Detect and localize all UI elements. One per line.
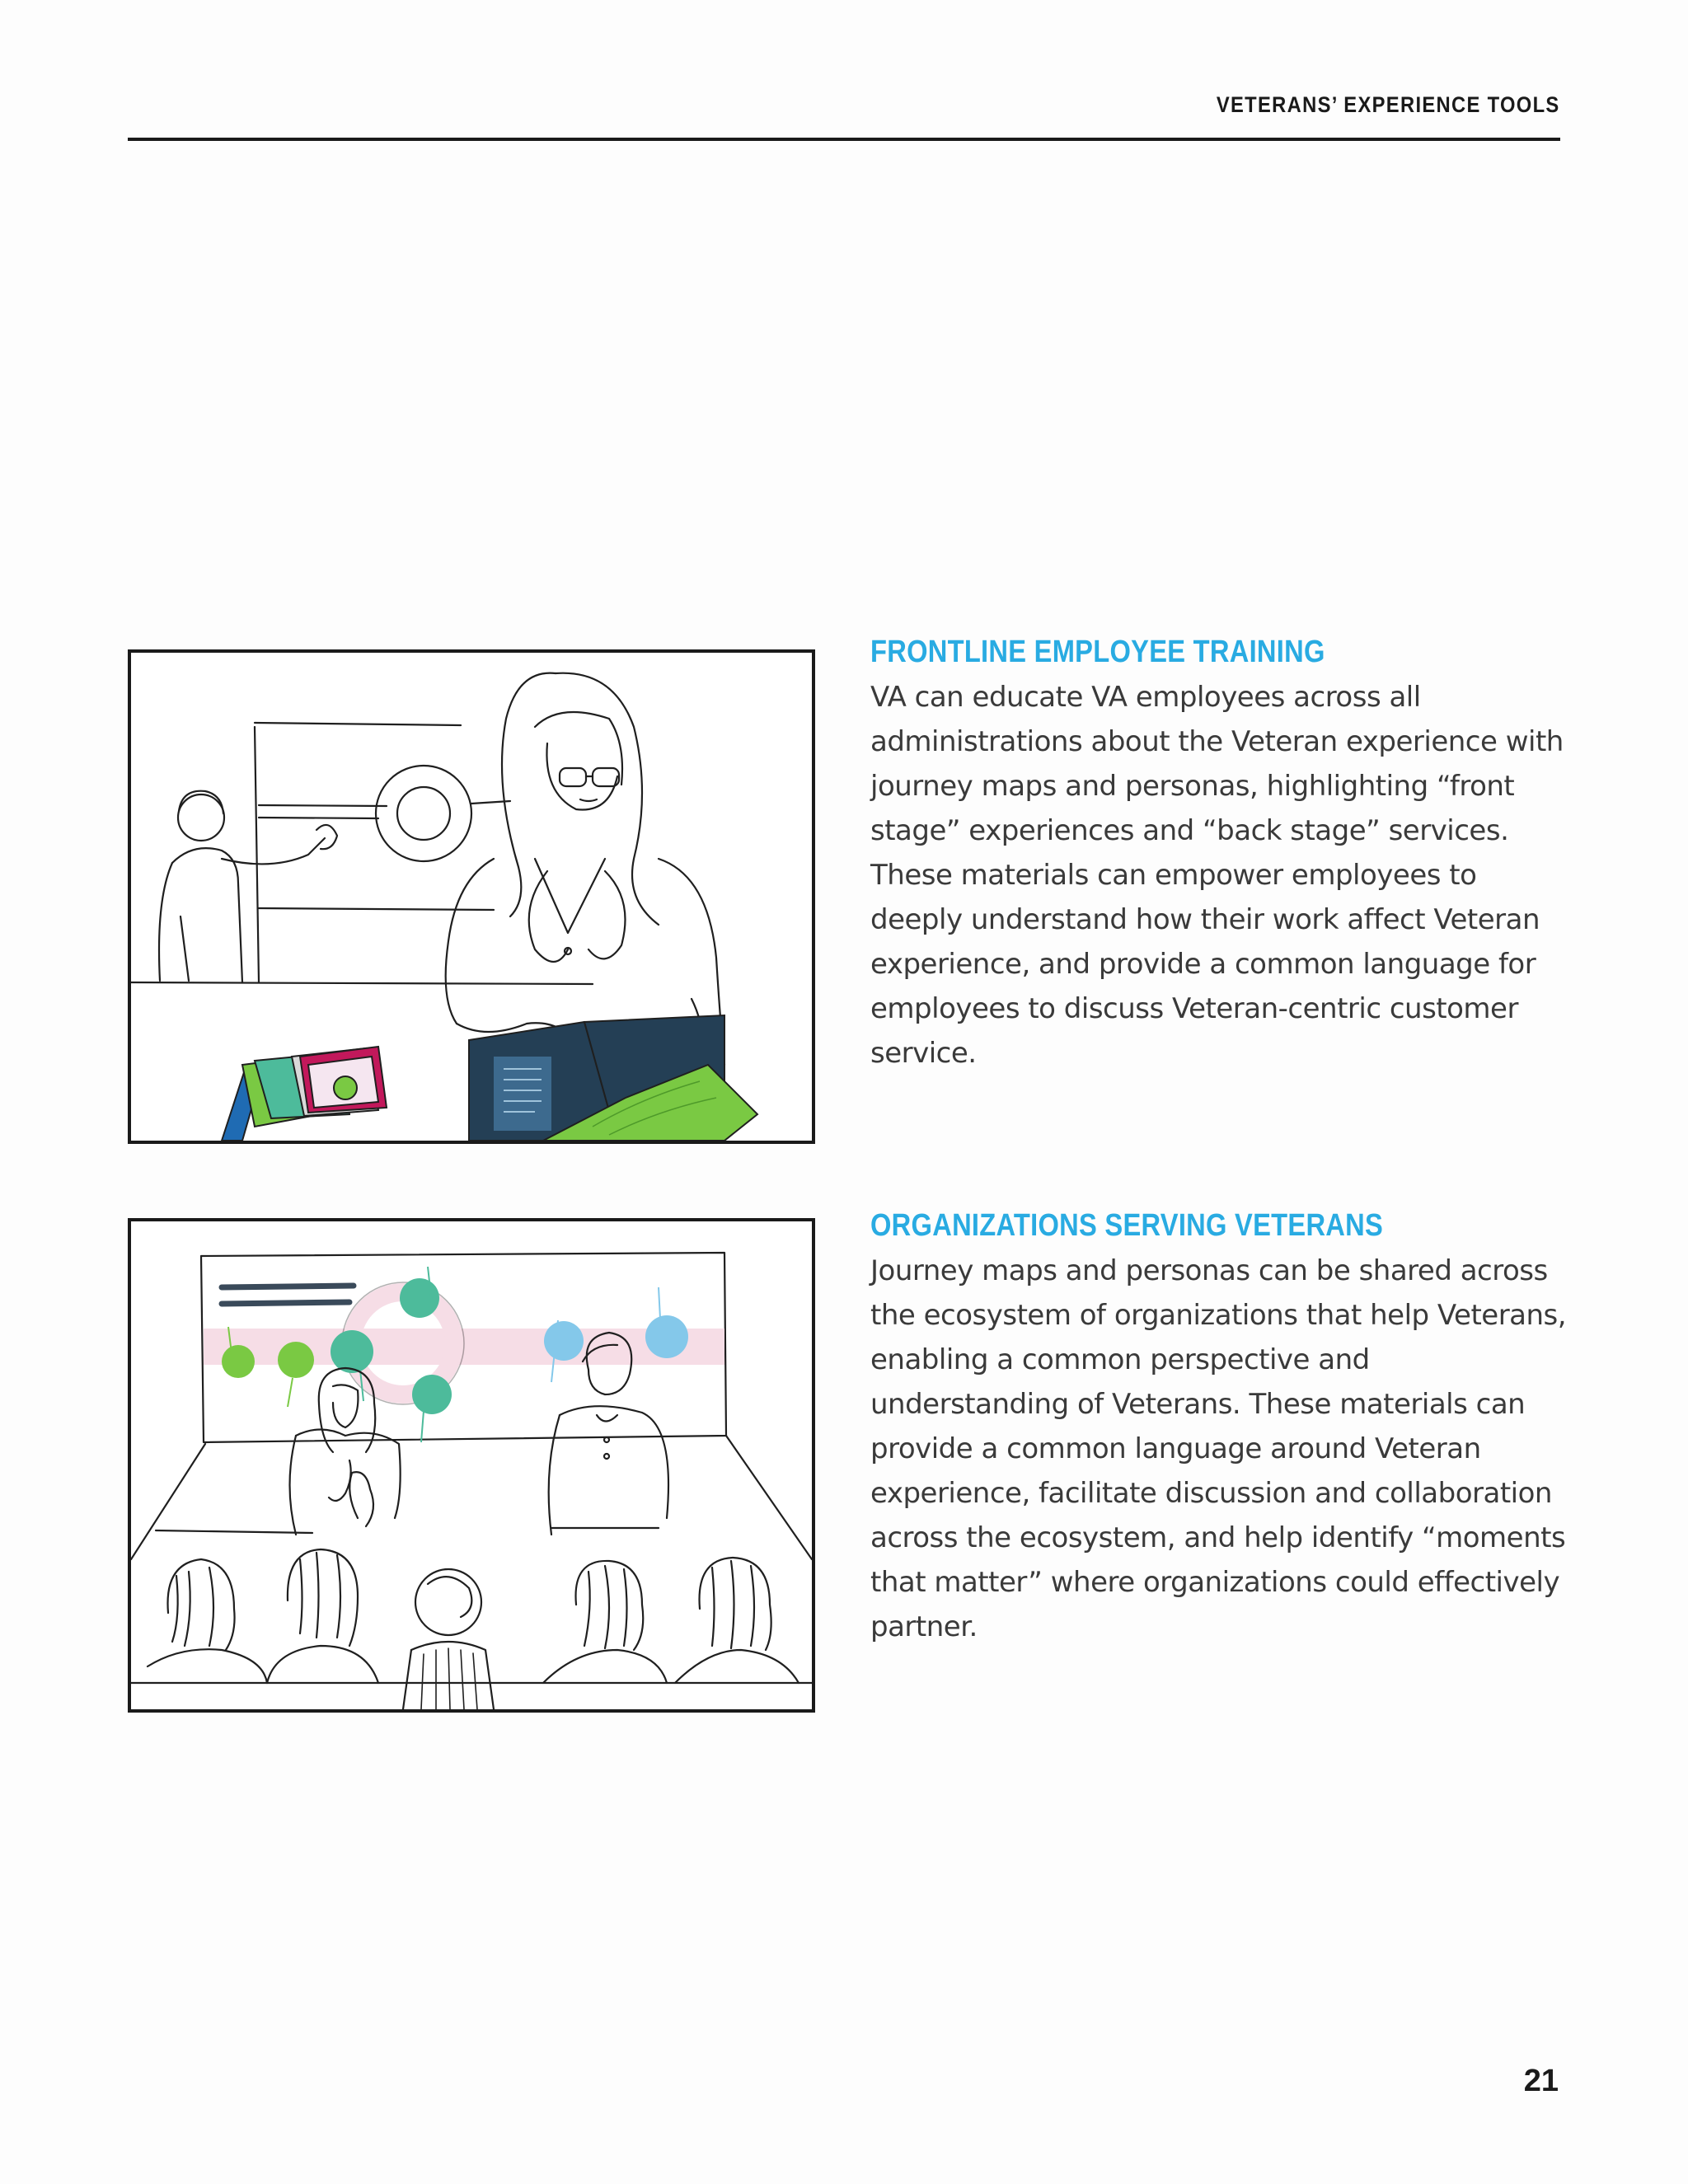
running-header: VETERANS’ EXPERIENCE TOOLS (1217, 92, 1560, 117)
organizations-illustration (128, 1218, 815, 1713)
section-body: VA can educate VA employees across all administrations about the Veteran experience with journey maps and personas, highlighting “front stage” experiences and “back stage” services. These materials can empower employees to deeply understand how their work affect Veteran experience, and provide a common language for employees to discuss Veteran-centric customer service. (870, 681, 1564, 1070)
frontline-training-section (870, 635, 1571, 1076)
training-illustration (128, 649, 815, 1144)
section-heading: FRONTLINE EMPLOYEE TRAINING (870, 635, 1325, 669)
section-heading: ORGANIZATIONS SERVING VETERANS (870, 1208, 1384, 1243)
organizations-illustration-drawing (131, 1221, 812, 1709)
header-divider (128, 138, 1560, 141)
section-body: Journey maps and personas can be shared across the ecosystem of organizations that help Veterans, enabling a common perspective and understanding of Veterans. These materials can provide a common language around Veteran experience, facilitate discussion and collaboration across the ecosystem, and help identify “moments that matter” where organizations could effectively partner. (870, 1254, 1567, 1643)
page-number: 21 (1523, 2064, 1559, 2098)
organizations-section (870, 1208, 1571, 1649)
training-illustration-drawing (131, 653, 812, 1141)
